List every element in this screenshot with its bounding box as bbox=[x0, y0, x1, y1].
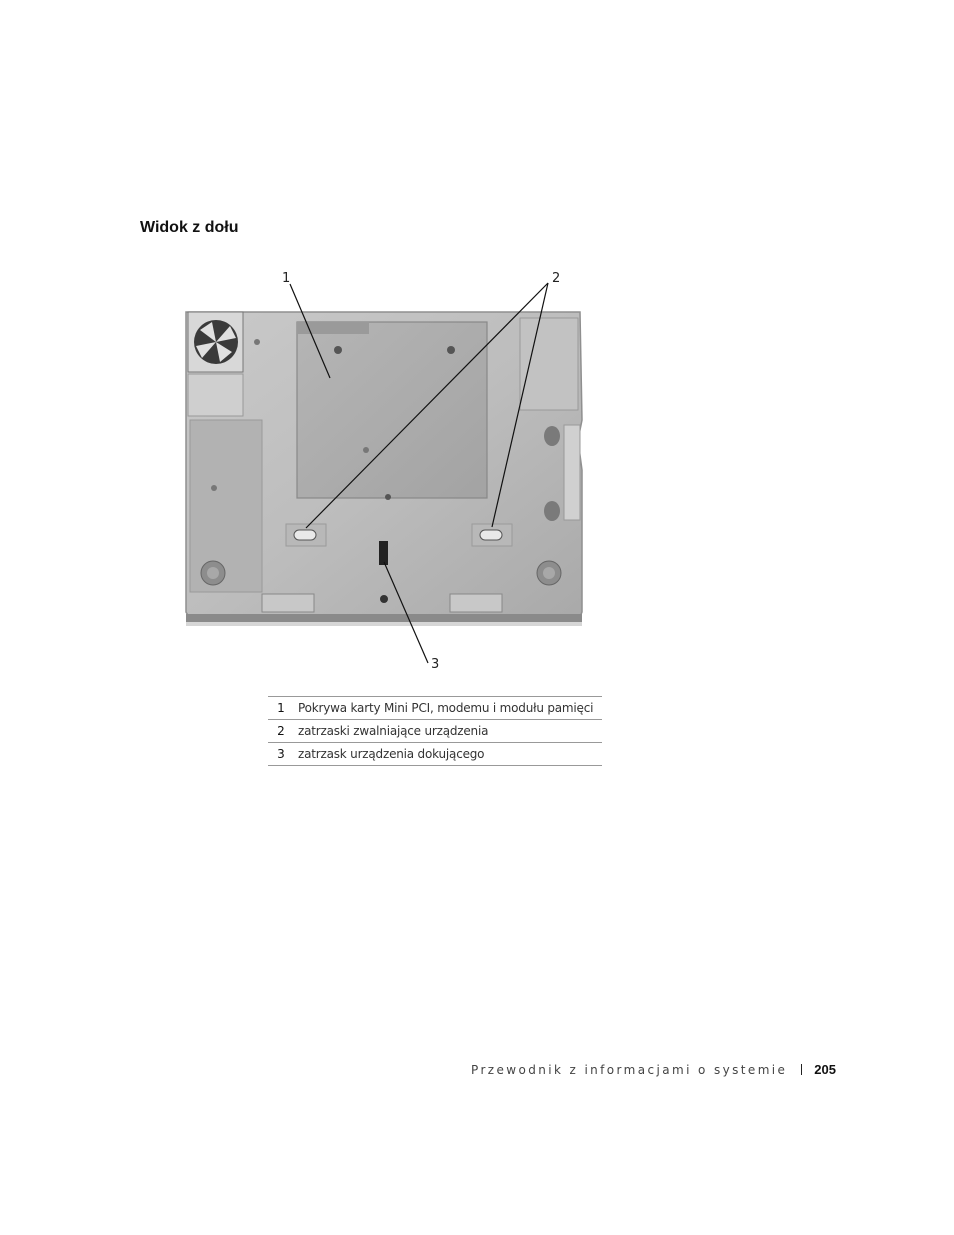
legend-number: 3 bbox=[268, 743, 294, 766]
section-heading: Widok z dołu bbox=[140, 219, 239, 236]
legend-text: zatrzask urządzenia dokującego bbox=[294, 743, 602, 766]
footer-separator bbox=[801, 1064, 802, 1075]
page-number: 205 bbox=[814, 1062, 836, 1077]
legend-row bbox=[268, 720, 602, 743]
legend-table bbox=[268, 696, 602, 766]
callout-2: 2 bbox=[552, 271, 561, 286]
callout-3: 3 bbox=[431, 657, 440, 672]
laptop-chassis bbox=[186, 312, 582, 626]
callout-1: 1 bbox=[282, 271, 291, 286]
legend-text: zatrzaski zwalniające urządzenia bbox=[294, 720, 602, 743]
legend-text: Pokrywa karty Mini PCI, modemu i modułu pamięci bbox=[294, 697, 602, 720]
page-footer bbox=[471, 1062, 836, 1077]
legend-number: 1 bbox=[268, 697, 294, 720]
legend-row bbox=[268, 743, 602, 766]
legend-number: 2 bbox=[268, 720, 294, 743]
footer-title: Przewodnik z informacjami o systemie bbox=[471, 1062, 788, 1077]
legend-row bbox=[268, 697, 602, 720]
